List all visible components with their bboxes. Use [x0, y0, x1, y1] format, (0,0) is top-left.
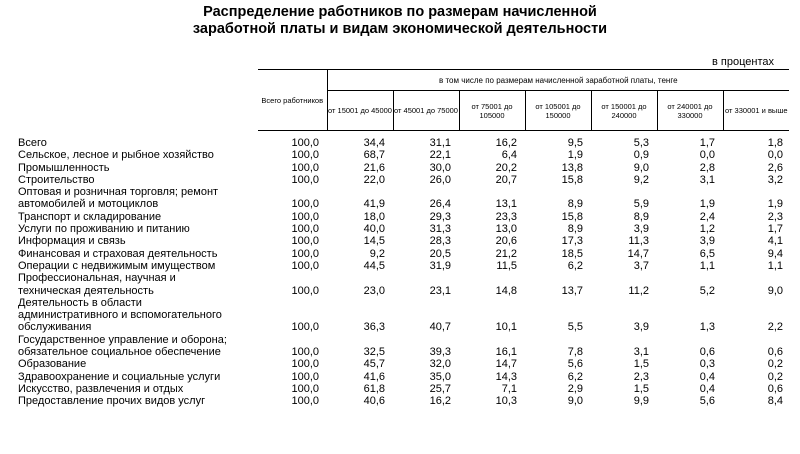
cell-value: 1,7	[767, 223, 784, 236]
row-label-line: Здравоохранение и социальные услуги	[18, 370, 221, 383]
cell-value: 16,2	[429, 395, 451, 408]
cell-value: 18,5	[561, 247, 583, 260]
cell-value: 14,7	[495, 358, 517, 371]
table-row	[18, 186, 789, 211]
header-range: от 75001 до 105000	[459, 91, 525, 131]
row-label	[18, 297, 258, 334]
cell-value: 2,3	[767, 210, 784, 223]
cell-value: 44,5	[363, 259, 385, 272]
cell-value: 2,3	[633, 370, 649, 383]
cell-value: 3,2	[767, 173, 784, 186]
cell-value: 2,6	[767, 161, 784, 174]
table-row	[18, 260, 789, 272]
cell-value: 9,2	[369, 247, 385, 260]
cell-value: 2,9	[567, 382, 583, 395]
cell-value: 0,0	[699, 149, 715, 162]
cell-value: 61,8	[363, 382, 385, 395]
table-row	[18, 235, 789, 247]
cell-value: 16,2	[495, 137, 517, 149]
cell-total: 100,0	[291, 370, 319, 383]
table-row	[18, 371, 789, 383]
cell-value: 22,1	[429, 149, 451, 162]
cell-value: 9,4	[767, 247, 784, 260]
cell-value: 5,6	[567, 358, 583, 371]
cell-value: 0,4	[699, 382, 715, 395]
cell-value: 4,1	[767, 235, 784, 248]
cell-value: 8,9	[567, 223, 583, 236]
table-row	[18, 297, 789, 334]
cell-value: 6,4	[501, 149, 517, 162]
header-range: от 240001 до 330000	[657, 91, 723, 131]
header-range: от 150001 до 240000	[591, 91, 657, 131]
row-label	[18, 186, 258, 211]
row-label	[18, 260, 258, 272]
cell-value: 6,5	[699, 247, 715, 260]
cell-total: 100,0	[291, 161, 319, 174]
cell-value: 3,1	[699, 173, 715, 186]
cell-value: 26,0	[429, 173, 451, 186]
cell-value: 14,8	[495, 284, 517, 297]
cell-value: 10,3	[495, 395, 517, 408]
cell-value: 32,5	[363, 346, 385, 359]
row-label-line: техническая деятельность	[18, 284, 154, 297]
cell-value: 68,7	[363, 149, 385, 162]
cell-value: 1,2	[699, 223, 715, 236]
cell-value: 31,1	[429, 137, 451, 149]
cell-value: 2,4	[699, 210, 715, 223]
wage-distribution-table	[18, 69, 789, 408]
cell-value: 3,1	[633, 346, 649, 359]
cell-value: 1,9	[767, 198, 784, 211]
cell-value: 21,2	[495, 247, 517, 260]
cell-value: 9,2	[633, 173, 649, 186]
cell-value: 1,9	[699, 198, 715, 211]
cell-value: 35,0	[429, 370, 451, 383]
cell-value: 0,6	[699, 346, 715, 359]
row-label	[18, 174, 258, 186]
row-label-line: Искусство, развлечения и отдых	[18, 382, 184, 395]
row-label	[18, 149, 258, 161]
cell-value: 30,0	[429, 161, 451, 174]
cell-value: 20,2	[495, 161, 517, 174]
row-label	[18, 162, 258, 174]
cell-value: 40,7	[429, 321, 451, 334]
cell-value: 0,2	[767, 358, 784, 371]
cell-total: 100,0	[291, 321, 319, 334]
page-title	[0, 4, 800, 38]
cell-value: 6,2	[567, 259, 583, 272]
row-label-line: Предоставление прочих видов услуг	[18, 395, 206, 408]
table-row	[18, 162, 789, 174]
cell-value: 1,1	[767, 259, 784, 272]
cell-value: 1,9	[567, 149, 583, 162]
table-row	[18, 358, 789, 370]
cell-value: 9,5	[567, 137, 583, 149]
row-label	[18, 395, 258, 407]
cell-value: 5,3	[633, 137, 649, 149]
header-range: от 105001 до 150000	[525, 91, 591, 131]
cell-value: 14,5	[363, 235, 385, 248]
cell-value: 25,7	[429, 382, 451, 395]
cell-total: 100,0	[291, 358, 319, 371]
row-label-line: Сельское, лесное и рыбное хозяйство	[18, 149, 214, 162]
cell-value: 28,3	[429, 235, 451, 248]
cell-value: 16,1	[495, 346, 517, 359]
unit-label: в процентах	[712, 56, 774, 68]
cell-total: 100,0	[291, 223, 319, 236]
cell-value: 45,7	[363, 358, 385, 371]
cell-value: 7,1	[501, 382, 517, 395]
cell-value: 20,7	[495, 173, 517, 186]
cell-value: 29,3	[429, 210, 451, 223]
row-label	[18, 371, 258, 383]
cell-value: 14,7	[627, 247, 649, 260]
row-label-line: Профессиональная, научная и	[18, 272, 176, 285]
header-range: от 330001 и выше	[723, 91, 789, 131]
row-label-line: Образование	[18, 358, 87, 371]
cell-value: 6,2	[567, 370, 583, 383]
row-label-line: Оптовая и розничная торговля; ремонт	[18, 186, 219, 199]
cell-value: 0,2	[767, 370, 784, 383]
cell-value: 1,7	[699, 137, 715, 149]
row-label-line: административного и вспомогательного	[18, 309, 222, 322]
cell-value: 2,8	[699, 161, 715, 174]
table-row	[18, 131, 789, 150]
cell-value: 5,5	[567, 321, 583, 334]
header-range: от 15001 до 45000	[327, 91, 393, 131]
table-row	[18, 383, 789, 395]
cell-value: 32,0	[429, 358, 451, 371]
row-label	[18, 358, 258, 370]
cell-value: 23,1	[429, 284, 451, 297]
cell-total: 100,0	[291, 259, 319, 272]
cell-value: 5,2	[699, 284, 715, 297]
row-label	[18, 272, 258, 297]
cell-value: 41,6	[363, 370, 385, 383]
cell-value: 8,4	[767, 395, 784, 408]
cell-value: 40,6	[363, 395, 385, 408]
cell-value: 26,4	[429, 198, 451, 211]
cell-value: 13,0	[495, 223, 517, 236]
cell-value: 23,0	[363, 284, 385, 297]
cell-value: 3,9	[633, 223, 649, 236]
cell-value: 40,0	[363, 223, 385, 236]
cell-value: 13,7	[561, 284, 583, 297]
cell-value: 23,3	[495, 210, 517, 223]
cell-value: 1,5	[633, 358, 649, 371]
cell-value: 15,8	[561, 210, 583, 223]
title-line-2: заработной платы и видам экономической деятельности	[192, 21, 608, 37]
row-label-line: Государственное управление и оборона;	[18, 333, 227, 346]
row-label-line: Строительство	[18, 173, 95, 186]
row-label-line: обязательное социальное обеспечение	[18, 346, 221, 359]
cell-total: 100,0	[291, 210, 319, 223]
cell-value: 3,9	[699, 235, 715, 248]
cell-value: 0,4	[699, 370, 715, 383]
table-row	[18, 248, 789, 260]
cell-value: 14,3	[495, 370, 517, 383]
cell-value: 11,2	[628, 284, 649, 297]
cell-value: 3,7	[633, 259, 649, 272]
cell-value: 5,6	[699, 395, 715, 408]
cell-value: 9,9	[633, 395, 649, 408]
row-label	[18, 223, 258, 235]
cell-value: 18,0	[363, 210, 385, 223]
cell-value: 0,6	[767, 382, 784, 395]
cell-value: 7,8	[567, 346, 583, 359]
row-label-line: Деятельность в области	[18, 296, 142, 309]
row-label	[18, 131, 258, 150]
header-total: Всего работников	[258, 70, 327, 131]
cell-value: 0,0	[767, 149, 784, 162]
cell-value: 17,3	[561, 235, 583, 248]
row-label-line: Услуги по проживанию и питанию	[18, 223, 190, 236]
row-label	[18, 248, 258, 260]
row-label	[18, 334, 258, 359]
table-row	[18, 211, 789, 223]
cell-value: 22,0	[363, 173, 385, 186]
table-row	[18, 223, 789, 235]
cell-value: 10,1	[495, 321, 517, 334]
cell-value: 36,3	[363, 321, 385, 334]
cell-value: 11,5	[496, 259, 517, 272]
header-range: от 45001 до 75000	[393, 91, 459, 131]
cell-total: 100,0	[291, 198, 319, 211]
row-label	[18, 211, 258, 223]
cell-value: 21,6	[363, 161, 385, 174]
row-label	[18, 235, 258, 247]
cell-value: 9,0	[767, 284, 784, 297]
cell-value: 9,0	[633, 161, 649, 174]
cell-value: 41,9	[363, 198, 385, 211]
row-label-line: Всего	[18, 137, 47, 149]
row-label-line: Промышленность	[18, 161, 110, 174]
cell-total: 100,0	[291, 346, 319, 359]
table-row	[18, 174, 789, 186]
cell-value: 31,3	[429, 223, 451, 236]
title-line-1: Распределение работников по размерам начисленной	[203, 4, 597, 20]
cell-value: 8,9	[567, 198, 583, 211]
row-label-line: Транспорт и складирование	[18, 210, 162, 223]
header-blank	[18, 70, 258, 131]
row-label-line: автомобилей и мотоциклов	[18, 198, 159, 211]
cell-value: 13,8	[561, 161, 583, 174]
cell-total: 100,0	[291, 149, 319, 162]
cell-total: 100,0	[291, 382, 319, 395]
cell-total: 100,0	[291, 235, 319, 248]
cell-value: 39,3	[429, 346, 451, 359]
cell-total: 100,0	[291, 247, 319, 260]
row-label	[18, 383, 258, 395]
cell-value: 20,5	[429, 247, 451, 260]
cell-value: 0,9	[633, 149, 649, 162]
cell-value: 15,8	[561, 173, 583, 186]
cell-value: 0,6	[767, 346, 784, 359]
cell-value: 1,5	[633, 382, 649, 395]
cell-total: 100,0	[291, 284, 319, 297]
cell-value: 2,2	[767, 321, 784, 334]
cell-value: 8,9	[633, 210, 649, 223]
header-group: в том числе по размерам начисленной заработной платы, тенге	[327, 70, 789, 91]
cell-value: 13,1	[495, 198, 517, 211]
table-row	[18, 149, 789, 161]
cell-value: 3,9	[633, 321, 649, 334]
cell-value: 1,8	[767, 137, 784, 149]
table-row	[18, 334, 789, 359]
cell-value: 1,3	[699, 321, 715, 334]
cell-total: 100,0	[291, 137, 319, 149]
cell-value: 20,6	[495, 235, 517, 248]
cell-value: 9,0	[567, 395, 583, 408]
cell-total: 100,0	[291, 173, 319, 186]
cell-value: 34,4	[363, 137, 385, 149]
row-label-line: Информация и связь	[18, 235, 126, 248]
table-row	[18, 395, 789, 407]
row-label-line: Финансовая и страховая деятельность	[18, 247, 218, 260]
cell-value: 31,9	[429, 259, 451, 272]
row-label-line: Операции с недвижимым имуществом	[18, 259, 216, 272]
cell-total: 100,0	[291, 395, 319, 408]
cell-value: 5,9	[633, 198, 649, 211]
cell-value: 1,1	[699, 259, 715, 272]
row-label-line: обслуживания	[18, 321, 92, 334]
cell-value: 0,3	[699, 358, 715, 371]
table-row	[18, 272, 789, 297]
cell-value: 11,3	[628, 235, 649, 248]
